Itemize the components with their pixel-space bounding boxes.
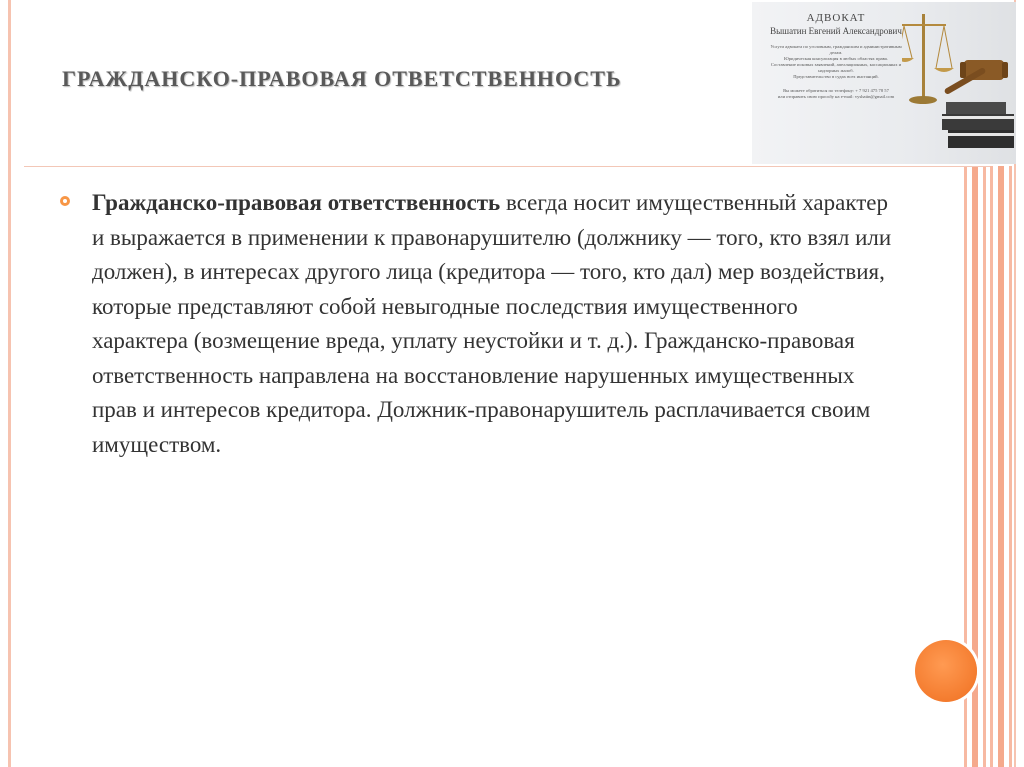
lawyer-ad-image	[752, 2, 1016, 164]
circle-bullet-icon	[60, 196, 70, 206]
title-divider	[24, 166, 990, 167]
ad-name: Вышатин Евгений Александрович	[770, 26, 902, 36]
body-text-rest: всегда носит имущественный характер и выражается в применении к правонарушителю (должнику — того, кто взял или должен), в интересах другого лица (кредитора — того, кто дал) мер воздействия, которые представляют собой невыгодные последствия имущественного характера (возмещение вреда, уплату неустойки и т. д.). Гражданско-правовая ответственность направлена на восстановление нарушенных имущественных прав и интересов кредитора. Должник-правонарушитель расплачивается своим имуществом.	[92, 190, 892, 457]
ad-title: АДВОКАТ	[806, 12, 866, 24]
decorative-orange-circle	[915, 640, 977, 702]
ad-contact: Вы можете обратиться по телефону: + 7 921 475 78 57 или отправить свою просьбу на e-mail: vyshatin@gmail.com	[777, 88, 895, 99]
scales-of-justice-gavel-icon	[902, 2, 1016, 164]
slide-title: ГРАЖДАНСКО-ПРАВОВАЯ ОТВЕТСТВЕННОСТЬ	[62, 66, 622, 91]
ad-services: Услуги адвоката по уголовным, гражданским и административным делам. Юридическая консультация в любых областях права. Составление исковых заявлений, апелляционных, кассационных и надзорных жалоб. Представительство в судах всех инстанций.	[770, 44, 902, 79]
body-bold-term: Гражданско-правовая ответственность	[92, 190, 501, 215]
body-paragraph	[92, 186, 892, 462]
